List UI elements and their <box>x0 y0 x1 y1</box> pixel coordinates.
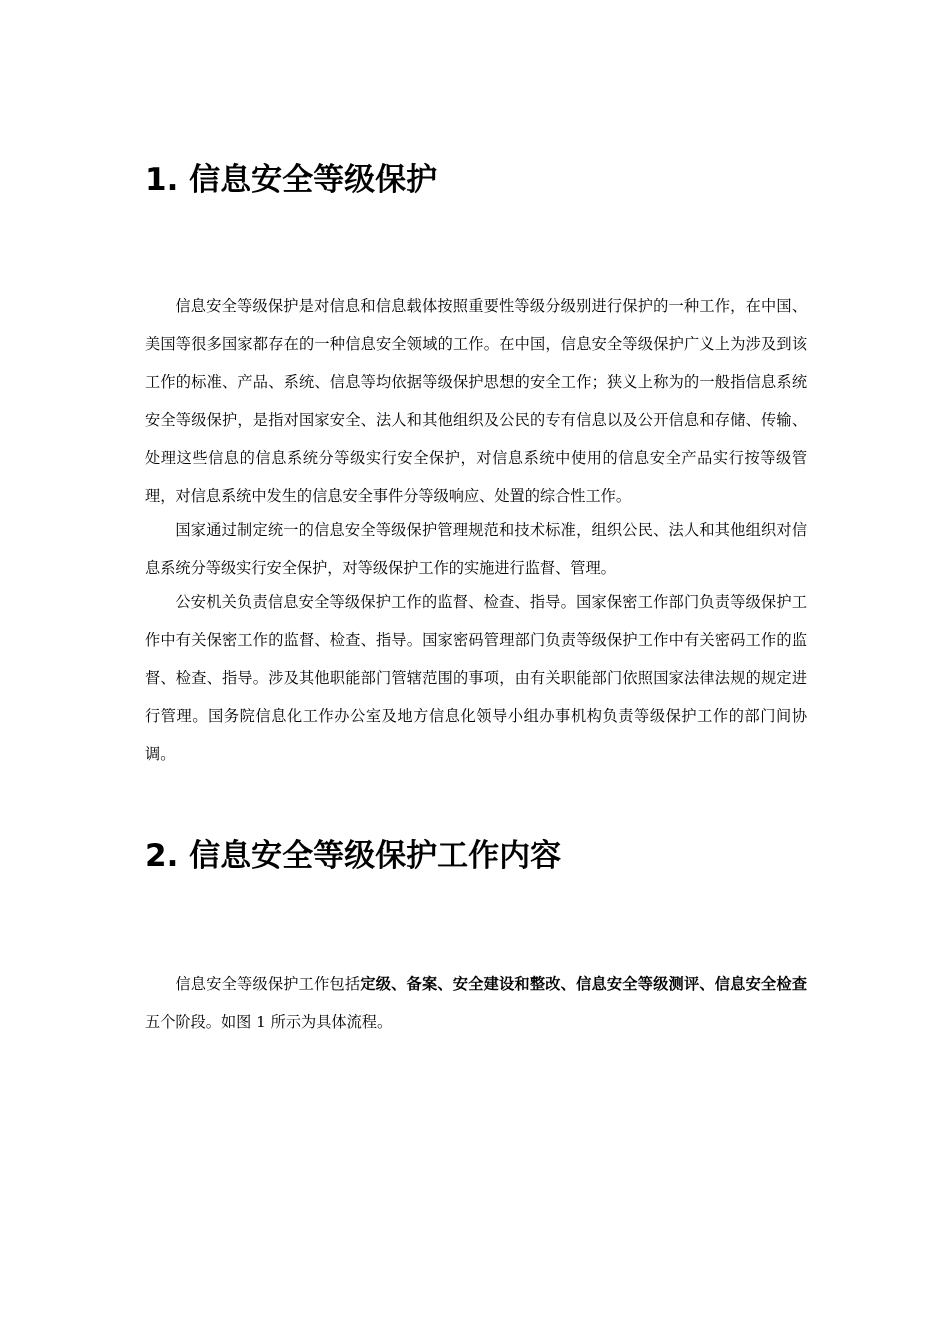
section-2-body <box>145 965 807 1041</box>
stages-emphasis: 定级、备案、安全建设和整改、信息安全等级测评、信息安全检查 <box>360 975 808 993</box>
section-2-heading: 2. 信息安全等级保护工作内容 <box>145 838 562 874</box>
section-2-paragraph <box>145 965 807 1041</box>
intro-suffix: 五个阶段。如图 1 所示为具体流程。 <box>145 1013 393 1031</box>
section-1-paragraph-3: 公安机关负责信息安全等级保护工作的监督、检查、指导。国家保密工作部门负责等级保护工作中有关保密工作的监督、检查、指导。国家密码管理部门负责等级保护工作中有关密码工作的监督、检查、指导。涉及其他职能部门管辖范围的事项，由有关职能部门依照国家法律法规的规定进行管理。国务院信息化工作办公室及地方信息化领导小组办事机构负责等级保护工作的部门间协调。 <box>145 593 807 763</box>
section-1-paragraph-1: 信息安全等级保护是对信息和信息载体按照重要性等级分级别进行保护的一种工作，在中国、美国等很多国家都存在的一种信息安全领域的工作。在中国，信息安全等级保护广义上为涉及到该工作的标准、产品、系统、信息等均依据等级保护思想的安全工作；狭义上称为的一般指信息系统安全等级保护，是指对国家安全、法人和其他组织及公民的专有信息以及公开信息和存储、传输、处理这些信息的信息系统分等级实行安全保护，对信息系统中使用的信息安全产品实行按等级管理，对信息系统中发生的信息安全事件分等级响应、处置的综合性工作。 <box>145 297 807 505</box>
intro-prefix: 信息安全等级保护工作包括 <box>175 975 361 993</box>
section-1-body <box>145 287 807 773</box>
section-1-heading: 1. 信息安全等级保护 <box>145 162 438 198</box>
section-1-paragraph-2: 国家通过制定统一的信息安全等级保护管理规范和技术标准，组织公民、法人和其他组织对信息系统分等级实行安全保护，对等级保护工作的实施进行监督、管理。 <box>145 521 807 577</box>
